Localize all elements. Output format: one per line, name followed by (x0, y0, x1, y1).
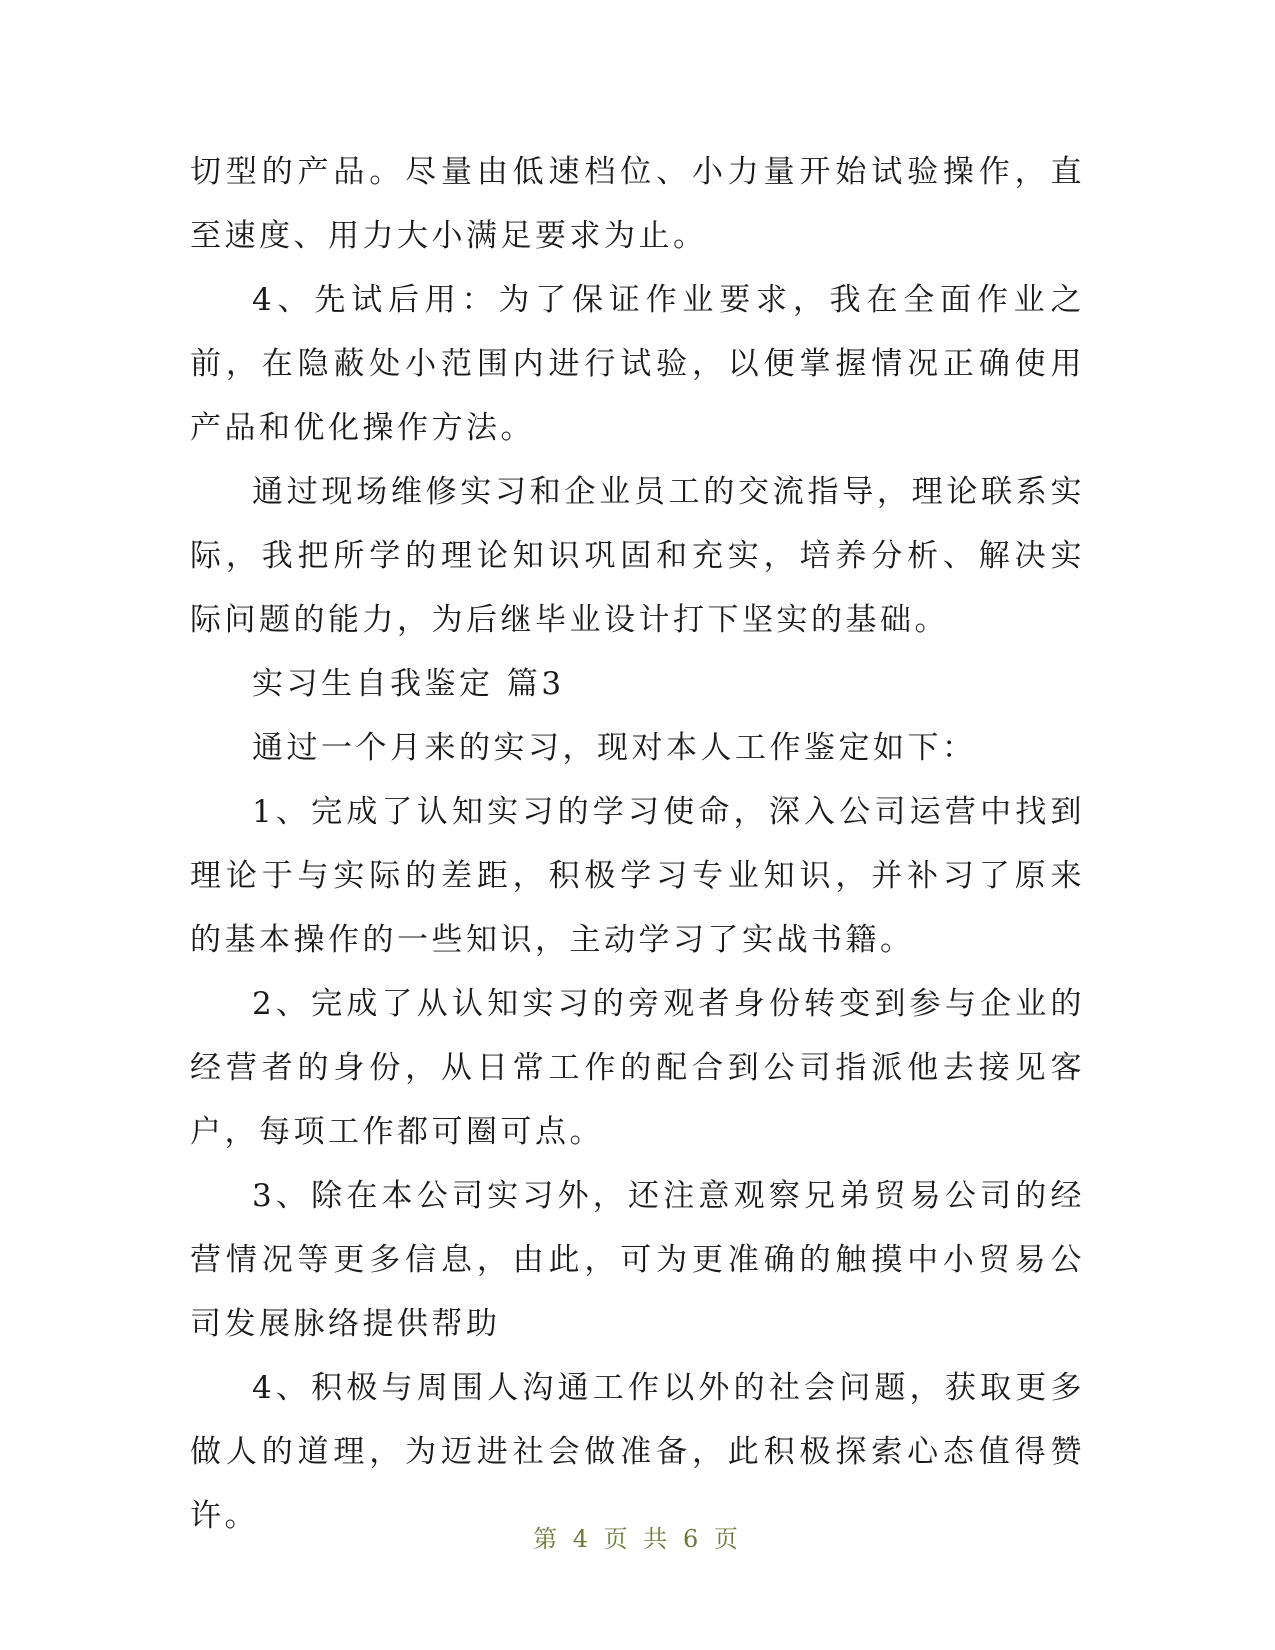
paragraph-item-4-test-first: 4、先试后用：为了保证作业要求，我在全面作业之前，在隐蔽处小范围内进行试验，以便掌握情况正确使用产品和优化操作方法。 (190, 282, 1085, 446)
section-heading: 实习生自我鉴定 篇3 (252, 666, 565, 702)
paragraph-continuation: 切型的产品。尽量由低速档位、小力量开始试验操作，直至速度、用力大小满足要求为止。 (190, 154, 1085, 254)
paragraph-item-4: 4、积极与周围人沟通工作以外的社会问题，获取更多做人的道理，为迈进社会做准备，此积极探索心态值得赞许。 (190, 1370, 1085, 1534)
paragraph-summary: 通过现场维修实习和企业员工的交流指导，理论联系实际，我把所学的理论知识巩固和充实，培养分析、解决实际问题的能力，为后继毕业设计打下坚实的基础。 (190, 474, 1085, 638)
paragraph-item-2: 2、完成了从认知实习的旁观者身份转变到参与企业的经营者的身份，从日常工作的配合到公司指派他去接见客户，每项工作都可圈可点。 (190, 986, 1085, 1150)
paragraph-item-1: 1、完成了认知实习的学习使命，深入公司运营中找到理论于与实际的差距，积极学习专业知识，并补习了原来的基本操作的一些知识，主动学习了实战书籍。 (190, 794, 1085, 958)
page-number-footer: 第 4 页 共 6 页 (533, 1525, 742, 1553)
paragraph-intro: 通过一个月来的实习，现对本人工作鉴定如下： (252, 730, 977, 766)
document-body (190, 140, 1085, 1548)
paragraph-item-3: 3、除在本公司实习外，还注意观察兄弟贸易公司的经营情况等更多信息，由此，可为更准确的触摸中小贸易公司发展脉络提供帮助 (190, 1178, 1085, 1342)
